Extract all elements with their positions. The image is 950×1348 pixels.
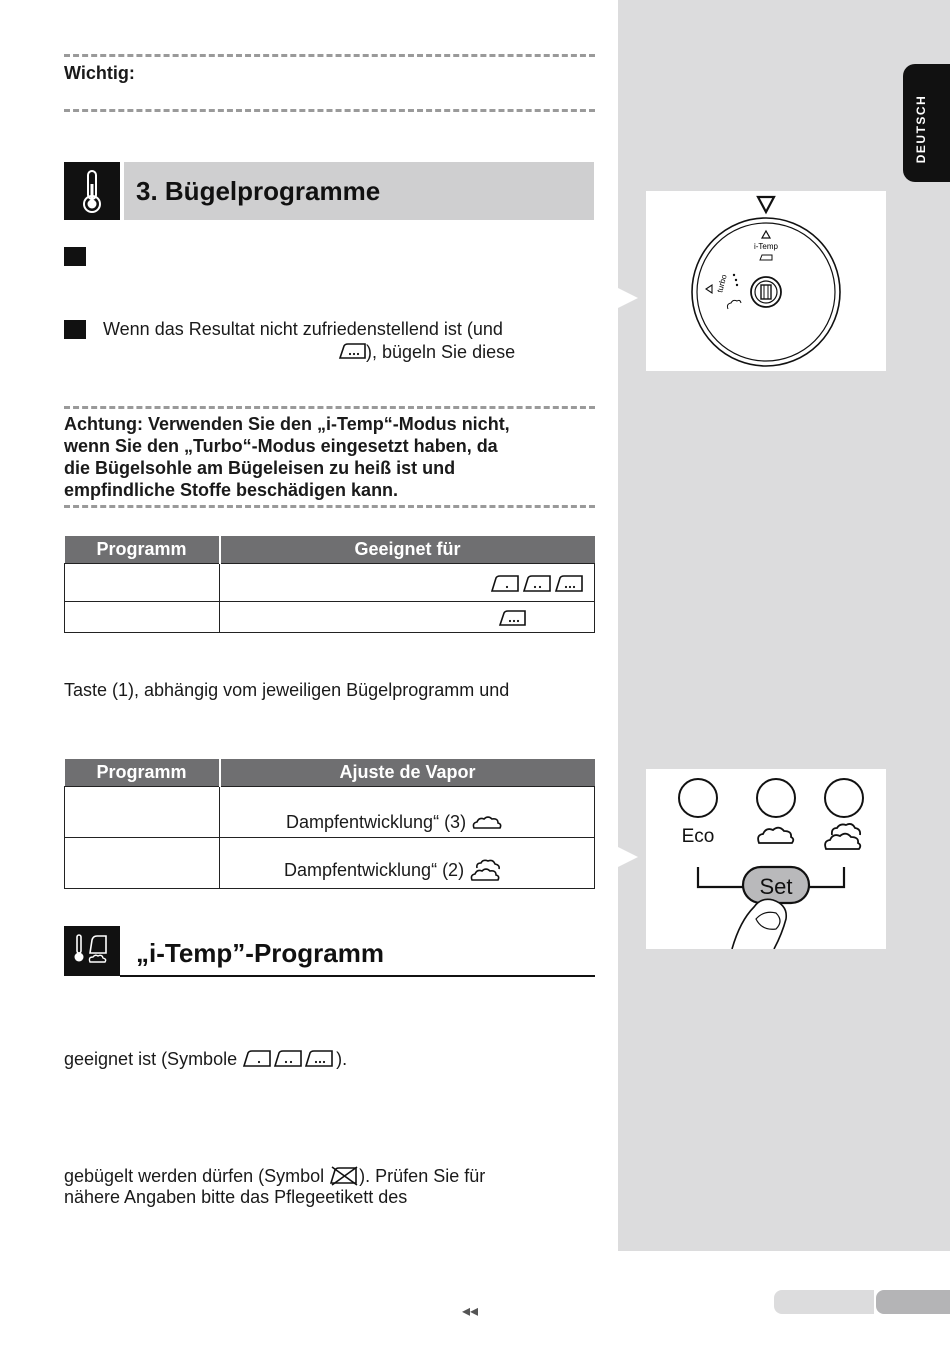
paragraph-line: ), bügeln Sie diese [366,342,516,362]
iron-three-dots-icon [498,608,528,628]
cloud-icon [471,814,503,832]
steam-level-text: Dampfentwicklung“ (2) [284,859,465,880]
double-cloud-icon [469,858,503,884]
divider [120,975,595,977]
double-left-arrow-icon[interactable]: ◂◂ [462,1303,479,1320]
bullet-marker [64,247,86,266]
divider [64,406,595,409]
divider [64,505,595,508]
table-cell [65,564,220,602]
steam-button[interactable] [757,779,795,817]
footer-tab [774,1290,874,1314]
table-header: Programm [65,536,220,564]
table-header: Geeignet für [220,536,595,564]
iron-temperature-icons [490,572,586,594]
language-tab[interactable]: DEUTSCH [903,64,950,182]
table-cell [65,787,220,838]
steam-level-text: Dampfentwicklung“ (3) [286,812,467,832]
paragraph-line: nähere Angaben bitte das Pflegeetikett des [64,1187,408,1207]
table-cell [220,564,595,602]
section-title: 3. Bügelprogramme [136,176,381,206]
set-label: Set [759,874,793,899]
bullet-marker [64,320,86,339]
important-label: Wichtig: [64,63,135,83]
section-header-i-temp [64,926,595,978]
dial-label: turbo [715,273,729,294]
control-panel-illustration [646,769,886,949]
section-title: „i-Temp”-Programm [136,938,384,968]
paragraph-line: gebügelt werden dürfen (Symbol ). Prüfen Sie für [64,1166,486,1186]
divider [64,109,595,112]
dial-illustration [646,191,886,371]
i-temp-icon [64,926,120,976]
warning-line: empfindliche Stoffe beschädigen kann. [64,480,399,500]
eco-label: Eco [681,826,715,847]
table-row [65,564,595,602]
eco-button[interactable] [679,779,717,817]
table-cell [65,602,220,633]
warning-line: die Bügelsohle am Bügeleisen zu heiß ist und [64,458,456,478]
table-cell [65,838,220,889]
paragraph-line: Wenn das Resultat nicht zufriedenstellend ist (und [103,319,503,339]
callout-pointer [618,847,638,867]
footer-tab [876,1290,950,1314]
do-not-iron-icon [329,1164,359,1186]
thermometer-icon [64,162,120,220]
paragraph-line: Taste (1), abhängig vom jeweiligen Bügelprogramm und [64,680,510,700]
table-row [65,838,595,889]
warning-line: Achtung: Verwenden Sie den „i-Temp“-Modus nicht, [64,414,510,434]
steam-table [64,759,595,889]
divider [64,54,595,57]
paragraph-line: geeignet ist (Symbole ). [64,1049,348,1069]
table-cell [220,838,595,889]
table-cell [220,602,595,633]
program-table [64,536,595,633]
sidebar-panel [618,0,950,1251]
turbo-steam-button[interactable] [825,779,863,817]
iron-temperature-icons [242,1048,336,1068]
cloud-icon [758,828,793,843]
table-row [65,787,595,838]
table-row [65,602,595,633]
iron-three-dots-icon [338,341,368,366]
callout-pointer [618,288,638,308]
table-cell [220,787,595,838]
table-header: Programm [65,759,220,787]
section-header-ironing-programs [64,162,594,220]
warning-line: wenn Sie den „Turbo“-Modus eingesetzt haben, da [64,436,498,456]
table-header: Ajuste de Vapor [220,759,595,787]
dial-label: i-Temp [753,242,779,251]
